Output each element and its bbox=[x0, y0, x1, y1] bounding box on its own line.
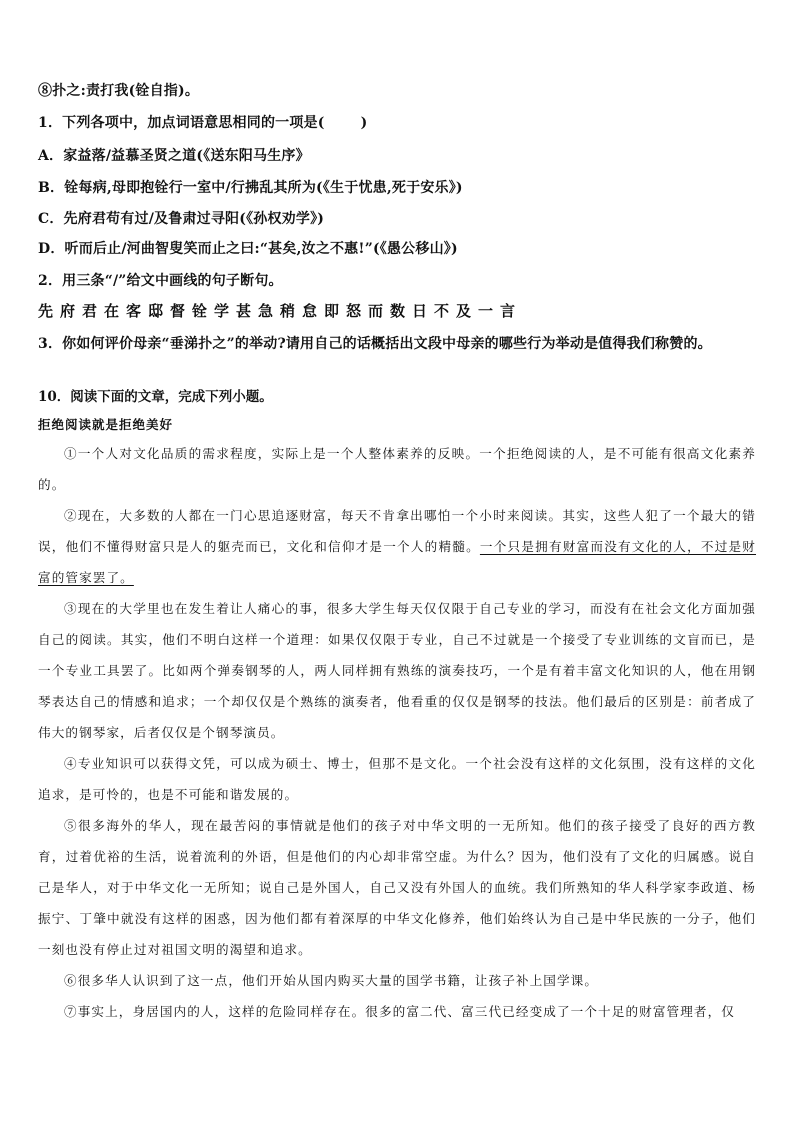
essay-body bbox=[38, 438, 756, 1027]
essay-paragraph-2 bbox=[38, 500, 756, 593]
question-1-option-b: B．铨每病,母即抱铨行一室中/行拂乱其所为(《生于忧患,死于安乐》) bbox=[38, 180, 463, 196]
essay-paragraph-4: ④专业知识可以获得文凭，可以成为硕士、博士，但那不是文化。一个社会没有这样的文化氛围，没有这样的文化追求，是可怜的，也是不可能和谐发展的。 bbox=[38, 756, 756, 802]
question-1-option-c: C．先府君苟有过/及鲁肃过寻阳(《孙权劝学》) bbox=[38, 211, 325, 227]
essay-paragraph-7: ⑦事实上，身居国内的人，这样的危险同样存在。很多的富二代、富三代已经变成了一个十足的财富管理者，仅 bbox=[64, 1004, 735, 1019]
underlined-sentence: 一个只是拥有财富而没有文化的人，不过是财富的管家罢了。 bbox=[38, 539, 757, 585]
essay-paragraph-3: ③现在的大学里也在发生着让人痛心的事，很多大学生每天仅仅限于自己专业的学习，而没有在社会文化方面加强自己的阅读。其实，他们不明白这样一个道理：如果仅仅限于专业，自己不过就是一个接受了专业训练的文盲而已，是一个专业工具罢了。比如两个弹奏钢琴的人，两人同样拥有熟练的演奏技巧，一个是有着丰富文化知识的人，他在用钢琴表达自己的情感和追求；一个却仅仅是个熟练的演奏者，他看重的仅仅是钢琴的技法。他们最后的区别是：前者成了伟大的钢琴家，后者仅仅是个钢琴演员。 bbox=[38, 601, 756, 740]
question-1-stem bbox=[38, 112, 367, 132]
question-1-option-d: D．听而后止/河曲智叟笑而止之曰:“甚矣,汝之不惠!”(《愚公移山》) bbox=[38, 241, 458, 257]
question-2-stem: 2．用三条“/”给文中画线的句子断句。 bbox=[38, 273, 283, 289]
essay-paragraph-6: ⑥很多华人认识到了这一点，他们开始从国内购买大量的国学书籍，让孩子补上国学课。 bbox=[64, 973, 599, 988]
essay-title: 拒绝阅读就是拒绝美好 bbox=[38, 417, 174, 432]
question-1-stem-close: ) bbox=[360, 115, 368, 131]
essay-paragraph-2-text: ②现在，大多数的人都在一门心思追逐财富，每天不肯拿出哪怕一个小时来阅读。其实，这些人犯了一个最大的错误，他们不懂得财富只是人的躯壳而已，文化和信仰才是一个人的精髓。 bbox=[38, 508, 756, 554]
question-2-sentence: 先府君在客邸督铨学甚急稍怠即怒而数日不及一言 bbox=[38, 302, 523, 320]
essay-paragraph-5: ⑤很多海外的华人，现在最苦闷的事情就是他们的孩子对中华文明的一无所知。他们的孩子接受了良好的西方教育，过着优裕的生活，说着流利的外语，但是他们的内心却非常空虚。为什么？因为，他们没有了文化的归属感。说自己是华人，对于中华文化一无所知；说自己是外国人，自己又没有外国人的血统。我们所熟知的华人科学家李政道、杨振宁、丁肇中就没有这样的困惑，因为他们都有着深厚的中华文化修养，他们始终认为自己是中华民族的一分子，他们一刻也没有停止过对祖国文明的渴望和追求。 bbox=[38, 818, 756, 957]
note-8: ⑧扑之:责打我(铨自指)。 bbox=[38, 83, 200, 99]
question-1-option-a: A．家益落/益慕圣贤之道(《送东阳马生序》 bbox=[38, 148, 310, 164]
essay-paragraph-1: ①一个人对文化品质的需求程度，实际上是一个人整体素养的反映。一个拒绝阅读的人，是不可能有很高文化素养的。 bbox=[38, 446, 756, 492]
question-3-stem: 3．你如何评价母亲“垂涕扑之”的举动?请用自己的话概括出文段中母亲的哪些行为举动是值得我们称赞的。 bbox=[38, 336, 712, 352]
question-1-stem-text: 1．下列各项中，加点词语意思相同的一项是( bbox=[38, 115, 325, 131]
section-10-title: 10．阅读下面的文章，完成下列小题。 bbox=[38, 389, 273, 405]
